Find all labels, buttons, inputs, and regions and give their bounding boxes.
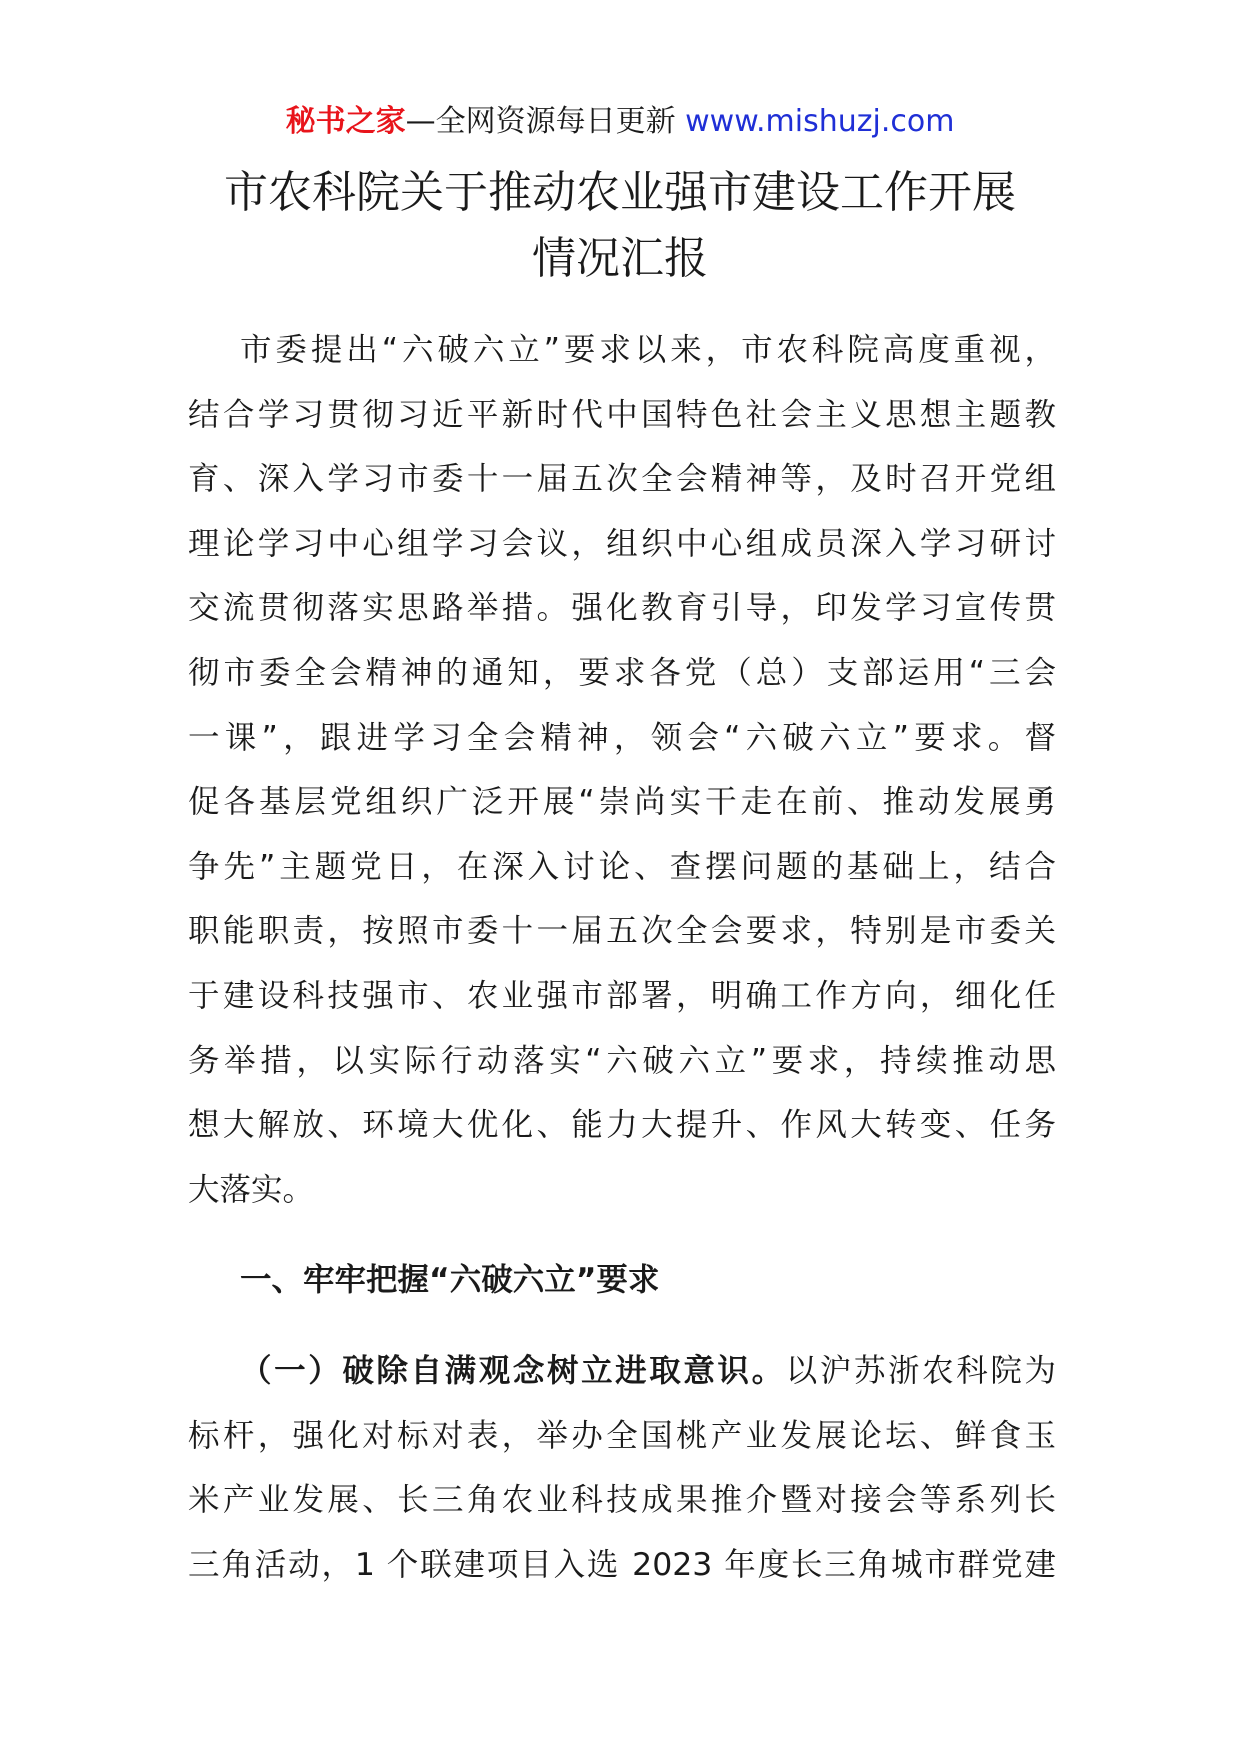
document-title bbox=[120, 160, 1120, 292]
brand-name: 秘书之家 bbox=[285, 104, 406, 139]
site-url-link[interactable]: www.mishuzj.com bbox=[685, 104, 955, 139]
intro-line: 理论学习中心组学习会议，组织中心组成员深入学习研讨 bbox=[188, 525, 1056, 562]
intro-line: 想大解放、环境大优化、能力大提升、作风大转变、任务 bbox=[188, 1107, 1056, 1144]
intro-line: 于建设科技强市、农业强市部署，明确工作方向，细化任 bbox=[188, 977, 1056, 1014]
site-header bbox=[0, 100, 1240, 144]
intro-line: 一课”，跟进学习全会精神，领会“六破六立”要求。督 bbox=[188, 719, 1056, 756]
intro-line: 大落实。 bbox=[188, 1171, 315, 1208]
title-line-1: 市农科院关于推动农业强市建设工作开展 bbox=[224, 167, 1016, 218]
paragraph-gap bbox=[188, 1222, 1056, 1248]
subsection-text: 以沪苏浙农科院为 bbox=[785, 1352, 1056, 1389]
intro-line: 促各基层党组织广泛开展“崇尚实干走在前、推动发展勇 bbox=[188, 784, 1056, 821]
paragraph-gap bbox=[188, 1313, 1056, 1339]
intro-line: 育、深入学习市委十一届五次全会精神等，及时召开党组 bbox=[188, 461, 1056, 498]
intro-line: 务举措，以实际行动落实“六破六立”要求，持续推动思 bbox=[188, 1042, 1056, 1079]
subsection-line: 米产业发展、长三角农业科技成果推介暨对接会等系列长 bbox=[188, 1482, 1056, 1519]
subsection-first-line bbox=[188, 1339, 1056, 1404]
intro-line: 争先”主题党日，在深入讨论、查摆问题的基础上，结合 bbox=[188, 848, 1056, 885]
subsection-line: 标杆，强化对标对表，举办全国桃产业发展论坛、鲜食玉 bbox=[188, 1417, 1056, 1454]
intro-line: 交流贯彻落实思路举措。强化教育引导，印发学习宣传贯 bbox=[188, 590, 1056, 627]
subsection-line: 三角活动，1 个联建项目入选 2023 年度长三角城市群党建 bbox=[188, 1546, 1056, 1583]
intro-line: 结合学习贯彻习近平新时代中国特色社会主义思想主题教 bbox=[188, 396, 1056, 433]
document-body bbox=[188, 318, 1056, 1597]
intro-line: 彻市委全会精神的通知，要求各党（总）支部运用“三会 bbox=[188, 654, 1056, 691]
intro-line: 市委提出“六破六立”要求以来，市农科院高度重视， bbox=[240, 332, 1056, 368]
intro-line: 职能职责，按照市委十一届五次全会要求，特别是市委关 bbox=[188, 913, 1056, 950]
section-heading: 一、牢牢把握“六破六立”要求 bbox=[240, 1262, 660, 1299]
subsection-heading: （一）破除自满观念树立进取意识。 bbox=[240, 1352, 786, 1389]
title-line-2: 情况汇报 bbox=[532, 233, 708, 284]
header-tagline: —全网资源每日更新 bbox=[405, 104, 686, 139]
